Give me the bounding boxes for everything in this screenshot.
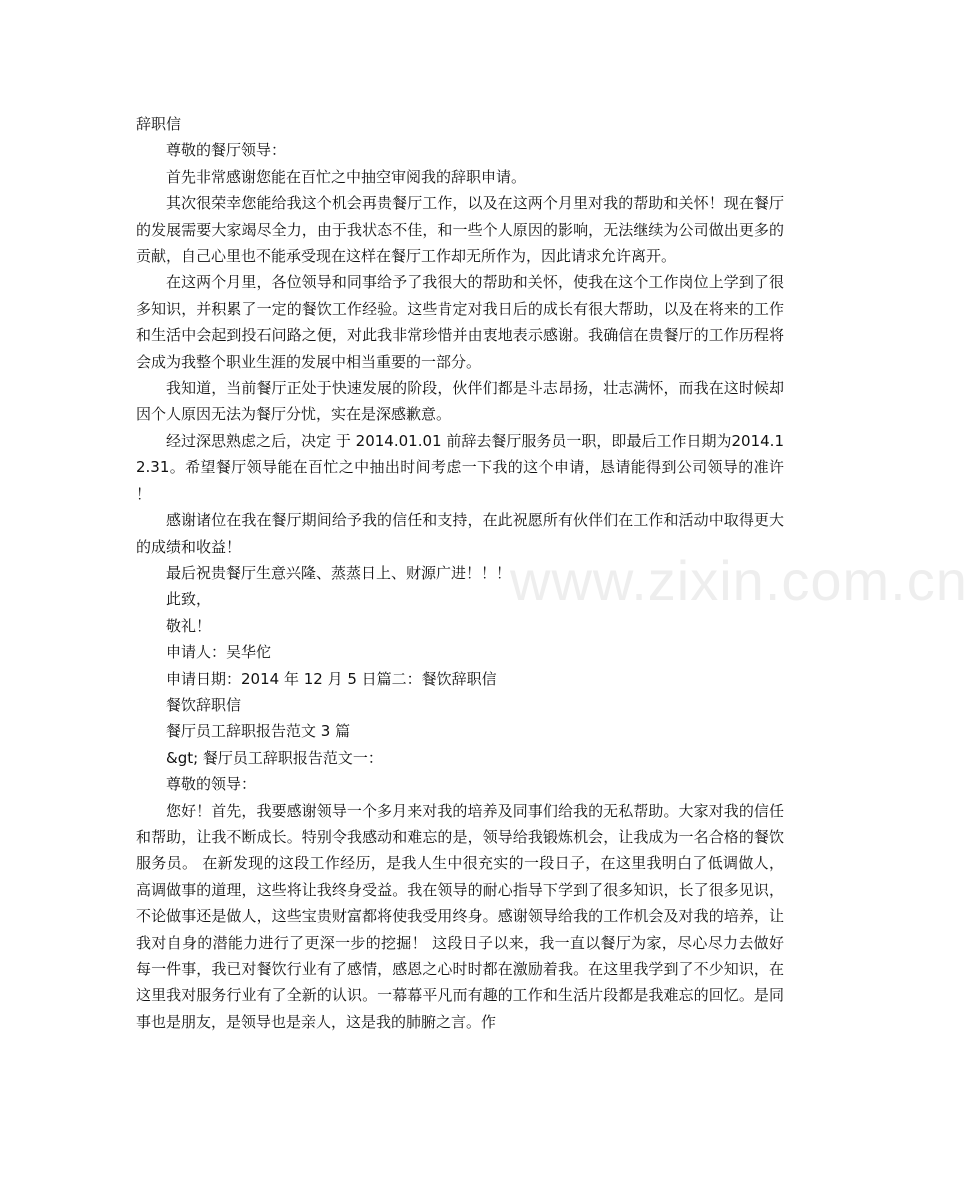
sample-body: 您好！首先，我要感谢领导一个多月来对我的培养及同事们给我的无私帮助。大家对我的信任和帮助，让我不断成长。特别令我感动和难忘的是，领导给我锻炼机会，让我成为一名合格的餐饮服务员。 在新发现的这段工作经历，是我人生中很充实的一段日子，在这里我明白了低调做人，高调做事的道理，这些将让我终身受益。我在领导的耐心指导下学到了很多知识，长了很多见识，不论做事还是做人，这些宝贵财富都将使我受用终身。感谢领导给我的工作机会及对我的培养，让我对自身的潜能力进行了更深一步的挖掘！ 这段日子以来，我一直以餐厅为家，尽心尽力去做好每一件事，我已对餐饮行业有了感情，感恩之心时时都在激励着我。在这里我学到了不少知识，在这里我对服务行业有了全新的认识。一幕幕平凡而有趣的工作和生活片段都是我难忘的回忆。是同事也是朋友，是领导也是亲人，这是我的肺腑之言。作 xyxy=(136,801,784,1031)
salutation: 尊敬的餐厅领导： xyxy=(166,141,287,160)
paragraph-apology: 我知道，当前餐厅正处于快速发展的阶段，伙伴们都是斗志昂扬，壮志满怀，而我在这时候却因个人原因无法为餐厅分忧，实在是深感歉意。 xyxy=(136,379,784,424)
section-title: 餐饮辞职信 xyxy=(166,695,242,714)
closing-line: 此致， xyxy=(166,590,212,609)
watermark: www.zixin.com.cn xyxy=(510,549,968,612)
sample-salutation: 尊敬的领导： xyxy=(166,775,257,794)
application-date: 申请日期：2014 年 12 月 5 日篇二：餐饮辞职信 xyxy=(166,669,497,688)
document-title: 辞职信 xyxy=(136,115,182,133)
sample-heading: &gt; 餐厅员工辞职报告范文一： xyxy=(166,748,383,767)
paragraph-reason: 其次很荣幸您能给我这个机会再贵餐厅工作，以及在这两个月里对我的帮助和关怀！现在餐厅的发展需要大家竭尽全力，由于我状态不佳，和一些个人原因的影响，无法继续为公司做出更多的贡献，自己心里也不能承受现在这样在餐厅工作却无所作为，因此请求允许离开。 xyxy=(136,194,784,266)
document-body xyxy=(136,111,784,1035)
closing-salute: 敬礼！ xyxy=(166,616,212,635)
applicant-name: 申请人：吴华佗 xyxy=(166,643,272,662)
section-subtitle: 餐厅员工辞职报告范文 3 篇 xyxy=(166,722,351,741)
paragraph-thanks: 首先非常感谢您能在百忙之中抽空审阅我的辞职申请。 xyxy=(166,167,527,186)
paragraph-wishes: 感谢诸位在我在餐厅期间给予我的信任和支持，在此祝愿所有伙伴们在工作和活动中取得更大的成绩和收益！ xyxy=(136,511,784,556)
paragraph-decision: 经过深思熟虑之后，决定 于 2014.01.01 前辞去餐厅服务员一职，即最后工作日期为2014.12.31。希望餐厅领导能在百忙之中抽出时间考虑一下我的这个申请，恳请能得到公司领导的准许！ xyxy=(136,431,784,503)
paragraph-blessing: 最后祝贵餐厅生意兴隆、蒸蒸日上、财源广进！！！ xyxy=(166,563,512,582)
paragraph-gratitude: 在这两个月里，各位领导和同事给予了我很大的帮助和关怀，使我在这个工作岗位上学到了很多知识，并积累了一定的餐饮工作经验。这些肯定对我日后的成长有很大帮助，以及在将来的工作和生活中会起到投石问路之便，对此我非常珍惜并由衷地表示感谢。我确信在贵餐厅的工作历程将会成为我整个职业生涯的发展中相当重要的一部分。 xyxy=(136,273,784,371)
